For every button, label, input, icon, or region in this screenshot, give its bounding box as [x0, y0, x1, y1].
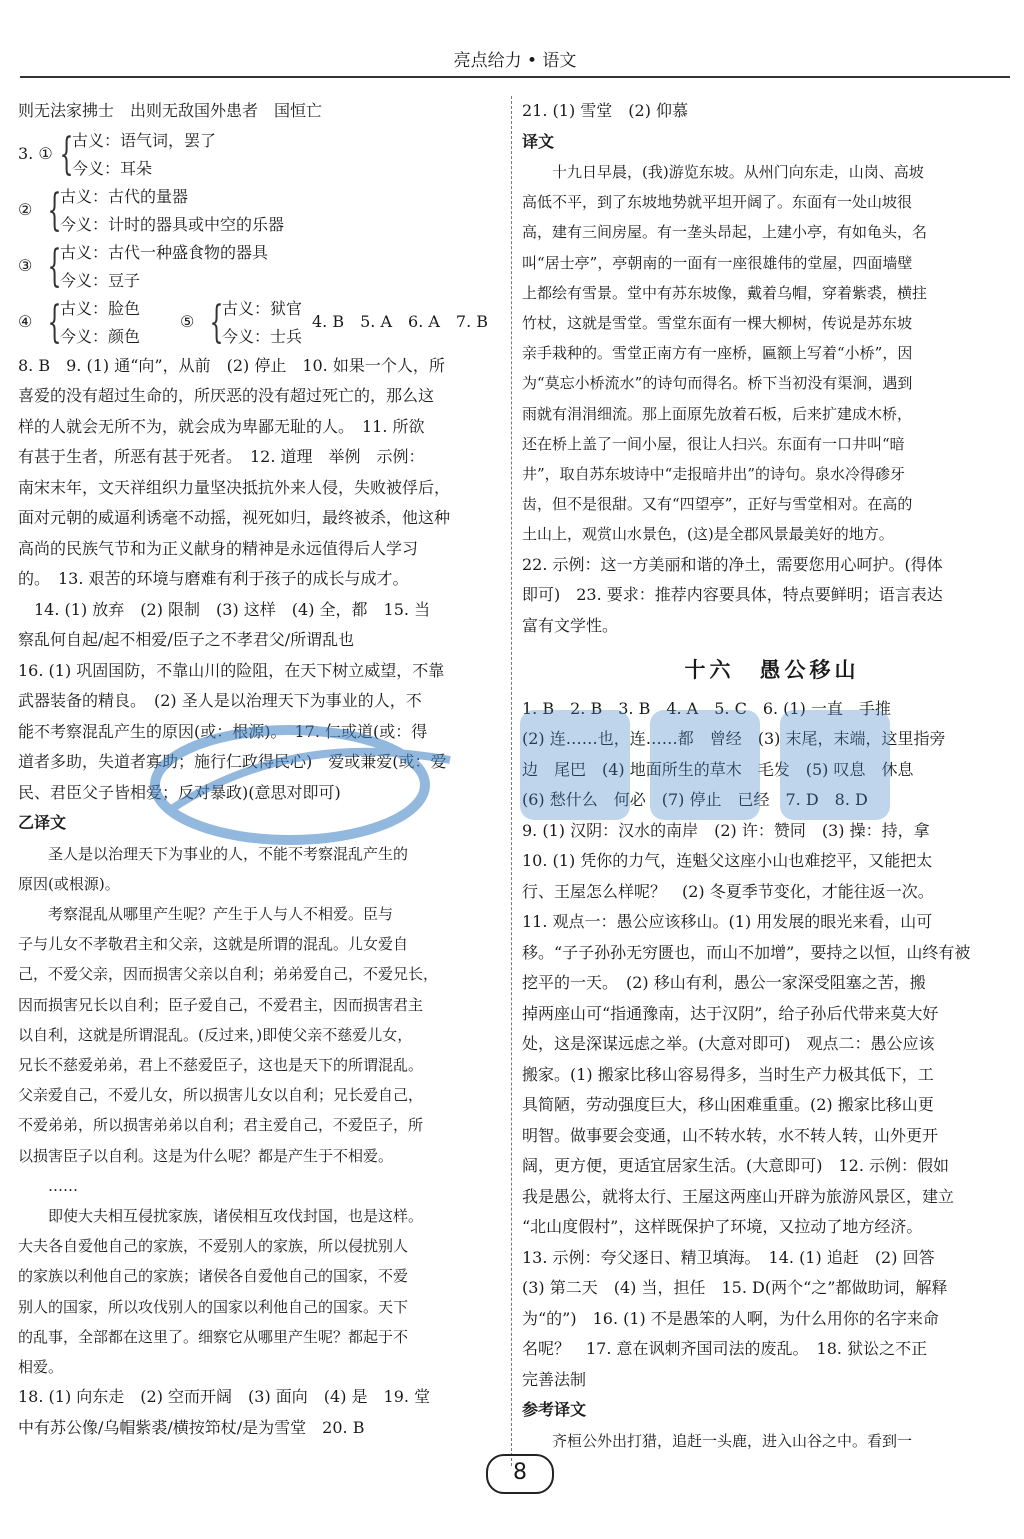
- text-line: 民、君臣父子皆相爱；反对暴政)(意思对即可): [18, 782, 341, 802]
- text-line: 以自利，这就是所谓混乱。(反过来，)即使父亲不慈爱儿女，: [18, 1025, 413, 1044]
- question-3-items-4-5: [18, 295, 503, 351]
- text-line: 13. 示例：夸父逐日、精卫填海。 14. (1) 追赶 (2) 回答: [522, 1247, 935, 1267]
- text-line: 22. 示例：这一方美丽和谐的净土，需要您用心呵护。(得体: [522, 554, 943, 574]
- text-line: 富有文学性。: [522, 615, 619, 635]
- text-line: 18. (1) 向东走 (2) 空而开阔 (3) 面向 (4) 是 19. 堂: [18, 1387, 431, 1407]
- text-line: 搬家。(1) 搬家比移山容易得多，当时生产力极其低下，工: [522, 1064, 934, 1084]
- text-line: 南宋末年，文天祥组织力量坚决抵抗外来人侵，失败被俘后，: [18, 477, 451, 497]
- section-heading: 乙译文: [18, 813, 67, 832]
- text-line: 齐桓公外出打猎，追赶一头鹿，进入山谷之中。看到一: [522, 1431, 913, 1450]
- old-meaning: 古义：脸色: [60, 298, 141, 318]
- text-line: 21. (1) 雪堂 (2) 仰慕: [522, 101, 689, 120]
- text-line: 名呢？ 17. 意在讽刺齐国司法的废乱。 18. 狱讼之不正: [522, 1339, 928, 1359]
- brace-icon: {: [47, 240, 62, 292]
- answers-block-b: [18, 1382, 503, 1443]
- lesson-title: 十六 愚公移山: [684, 657, 860, 683]
- new-meaning: 今义：计时的器具或中空的乐器: [60, 214, 285, 234]
- item-number: ④: [18, 312, 33, 332]
- text-line: 兄长不慈爱弟弟，君上不慈爱臣子，这也是天下的所谓混乱。: [18, 1055, 424, 1074]
- text-line: 1. B 2. B 3. B 4. A 5. C 6. (1) 一直 手推: [522, 698, 891, 718]
- text-line: 察乱何自起/起不相爱/臣子之不孝君父/所谓乱也: [18, 630, 355, 649]
- text-line: 父亲爱自己，不爱儿女，所以损害儿女以自利；兄长爱自己，: [18, 1086, 424, 1105]
- question-3-item-1: [18, 127, 503, 183]
- text-line: (2) 连……也，连……都 曾经 (3) 末尾，末端，这里指旁: [522, 729, 946, 749]
- text-line: 的乱事，全部都在这里了。细察它从哪里产生呢？都起于不: [18, 1327, 409, 1346]
- text-line: 样的人就会无所不为，就会成为卑鄙无耻的人。 11. 所欲: [18, 416, 425, 436]
- text-line: 雨就有涓涓细流。那上面原先放着石板，后来扩建成木桥，: [522, 404, 913, 423]
- text-line: 明智。做事要会变通，山不转水转，水不转人转，山外更开: [522, 1125, 939, 1145]
- text-line: 完善法制: [522, 1369, 587, 1389]
- text-line: 掉两座山可“指通豫南，达于汉阴”，给子孙后代带来莫大好: [522, 1003, 939, 1023]
- text-line: 具简陋，劳动强度巨大，移山困难重重。(2) 搬家比移山更: [522, 1095, 934, 1115]
- brace-icon: {: [47, 296, 62, 348]
- text-line: 挖平的一天。 (2) 移山有利，愚公一家深受阻塞之苦，搬: [522, 973, 926, 993]
- left-column: [18, 96, 503, 1443]
- text-line: 即使大夫相互侵扰家族，诸侯相互攻伐封国，也是这样。: [18, 1206, 424, 1225]
- text-line: 子与儿女不孝敬君主和父亲，这就是所谓的混乱。儿女爱自: [18, 935, 409, 954]
- item-number: ⑤: [180, 312, 195, 332]
- new-meaning: 今义：士兵: [222, 326, 303, 346]
- text-line: ……: [18, 1176, 79, 1195]
- old-meaning: 古义：古代一种盛食物的器具: [60, 242, 269, 262]
- text-line: 能不考察混乱产生的原因(或：根源)。 17. 仁或道(或：得: [18, 721, 428, 741]
- text-line: 11. 观点一：愚公应该移山。(1) 用发展的眼光来看，山可: [522, 912, 933, 932]
- old-meaning: 古义：古代的量器: [60, 186, 189, 206]
- text-line: 上都绘有雪景。堂中有苏东坡像，戴着乌帽，穿着紫裘，横拄: [522, 283, 928, 302]
- question-3-item-2: [18, 183, 503, 239]
- answers-block-b: [522, 694, 1022, 1396]
- text-line: 9. (1) 汉阴：汉水的南岸 (2) 许：赞同 (3) 操：持，拿: [522, 820, 930, 840]
- text-line: 原因(或根源)。: [18, 874, 120, 893]
- section-heading: 译文: [522, 131, 555, 151]
- answers-block-a: [18, 351, 503, 809]
- new-meaning: 今义：豆子: [60, 270, 141, 290]
- text-line: 亲手栽种的。雪堂正南方有一座桥，匾额上写着“小桥”，因: [522, 344, 913, 363]
- text-line: 为“莫忘小桥流水”的诗句而得名。桥下当初没有渠涧，遇到: [522, 374, 913, 393]
- text-line: 高尚的民族气节和为正义献身的精神是永远值得后人学习: [18, 538, 419, 558]
- text-line: (6) 愁什么 何必 (7) 停止 已经 7. D 8. D: [522, 790, 868, 810]
- text-line: 10. (1) 凭你的力气，连魁父这座小山也难挖平，又能把太: [522, 851, 933, 871]
- text-line: 则无法家拂士 出则无敌国外患者 国恒亡: [18, 101, 323, 120]
- text-line: 土山上，观赏山水景色，(这)是全郡风景最美好的地方。: [522, 525, 894, 544]
- text-line: 面对元朝的威逼利诱毫不动摇，视死如归，最终被杀，他这种: [18, 508, 451, 527]
- text-line: 16. (1) 巩固国防，不靠山川的险阻，在天下树立威望，不靠: [18, 660, 445, 680]
- text-line: 己，不爱父亲，因而损害父亲以自利；弟弟爱自己，不爱兄长，: [18, 965, 439, 984]
- text-line: 还在桥上盖了一间小屋，很让人扫兴。东面有一口井叫“暗: [522, 434, 905, 453]
- text-line: 叫“居士亭”，亭朝南的一面有一座很雄伟的堂屋，四面墙壁: [522, 253, 913, 272]
- text-line: 竹杖，这就是雪堂。雪堂东面有一棵大柳树，传说是苏东坡: [522, 314, 913, 333]
- item-number: ③: [18, 256, 33, 276]
- column-divider: [511, 96, 512, 1466]
- section-heading: 参考译文: [522, 1400, 587, 1420]
- text-line: 边 尾巴 (4) 地面所生的草木 毛发 (5) 叹息 休息: [522, 759, 914, 779]
- text-line: 井”，取自苏东坡诗中“走报暗井出”的诗句。泉水冷得碜牙: [522, 465, 906, 484]
- text-line: 不爱弟弟，所以损害弟弟以自利；君主爱自己，不爱臣子，所: [18, 1116, 424, 1135]
- text-line: 为“的”) 16. (1) 不是愚笨的人啊，为什么用你的名字来命: [522, 1308, 939, 1328]
- text-line: 高低不平，到了东坡地势就平坦开阔了。东面有一处山坡很: [522, 193, 913, 212]
- brace-icon: {: [209, 296, 224, 348]
- header-title: 亮点给力 • 语文: [453, 51, 577, 71]
- text-line: 武器装备的精良。 (2) 圣人是以治理天下为事业的人，不: [18, 691, 422, 710]
- translation-block: [522, 157, 1022, 550]
- text-line: 的。 13. 艰苦的环境与磨难有利于孩子的成长与成才。: [18, 569, 409, 588]
- text-line: 的家族以利他自己的家族；诸侯各自爱他自己的国家，不爱: [18, 1267, 409, 1286]
- text-line: 圣人是以治理天下为事业的人，不能不考察混乱产生的: [18, 844, 409, 863]
- page-number: 8: [486, 1454, 554, 1494]
- brace-icon: {: [59, 128, 74, 180]
- text-line: 考察混乱从哪里产生呢？产生于人与人不相爱。臣与: [18, 904, 394, 923]
- new-meaning: 今义：耳朵: [72, 158, 153, 178]
- text-line: (3) 第二天 (4) 当，担任 15. D(两个“之”都做助词，解释: [522, 1278, 948, 1298]
- text-line: 即可) 23. 要求：推荐内容要具体，特点要鲜明；语言表达: [522, 585, 943, 605]
- text-line: 道者多助，失道者寡助；施行仁政得民心) 爱或兼爱(或：爱: [18, 752, 447, 771]
- text-line: 我是愚公，就将太行、王屋这两座山开辟为旅游风景区，建立: [522, 1186, 955, 1206]
- old-meaning: 古义：语气词，罢了: [72, 130, 217, 150]
- item-number: ②: [18, 200, 33, 220]
- text-line: 因而损害兄长以自利；臣子爱自己，不爱君主，因而损害君主: [18, 995, 424, 1014]
- right-column: [522, 96, 1022, 1456]
- text-line: 齿，但不是很甜。又有“四望亭”，正好与雪堂相对。在高的: [522, 495, 913, 514]
- text-line: 喜爱的没有超过生命的，所厌恶的没有超过死亡的，那么这: [18, 386, 435, 405]
- answers-4-7: 4. B 5. A 6. A 7. B: [312, 312, 489, 332]
- old-meaning: 古义：狱官: [222, 298, 303, 318]
- text-line: 8. B 9. (1) 通“向”，从前 (2) 停止 10. 如果一个人，所: [18, 355, 445, 375]
- text-line: 阔，更方便，更适宜居家生活。(大意即可) 12. 示例：假如: [522, 1156, 950, 1176]
- text-line: 移。“子子孙孙无穷匮也，而山不加增”，要持之以恒，山终有被: [522, 942, 971, 962]
- translation-block: [18, 839, 503, 1383]
- text-line: 别人的国家，所以攻伐别人的国家以利他自己的国家。天下: [18, 1297, 409, 1316]
- new-meaning: 今义：颜色: [60, 326, 141, 346]
- text-line: 高，建有三间房屋。有一垄头昂起，上建小亭，有如龟头，名: [522, 223, 928, 242]
- brace-icon: {: [47, 184, 62, 236]
- text-line: 处，这是深谋远虑之举。(大意对即可) 观点二：愚公应该: [522, 1034, 935, 1054]
- text-line: 以损害臣子以自利。这是为什么呢？都是产生于不相爱。: [18, 1146, 394, 1165]
- text-line: 大夫各自爱他自己的家族，不爱别人的家族，所以侵扰别人: [18, 1237, 409, 1256]
- answers-block-a: [522, 550, 1022, 642]
- text-line: 14. (1) 放弃 (2) 限制 (3) 这样 (4) 全，都 15. 当: [18, 599, 431, 619]
- text-line: 行、王屋怎么样呢？ (2) 冬夏季节变化，才能往返一次。: [522, 881, 934, 901]
- text-line: “北山度假村”，这样既保护了环境，又拉动了地方经济。: [522, 1217, 923, 1237]
- text-line: 中有苏公像/乌帽紫裘/横按笻杖/是为雪堂 20. B: [18, 1417, 365, 1437]
- text-line: 十九日早晨，(我)游览东坡。从州门向东走，山岗、高坡: [522, 163, 924, 181]
- item-number: 3. ①: [18, 144, 53, 164]
- question-3-item-3: [18, 239, 503, 295]
- text-line: 相爱。: [18, 1357, 64, 1376]
- page-header: [20, 40, 1010, 78]
- text-line: 有甚于生者，所恶有甚于死者。 12. 道理 举例 示例：: [18, 447, 425, 466]
